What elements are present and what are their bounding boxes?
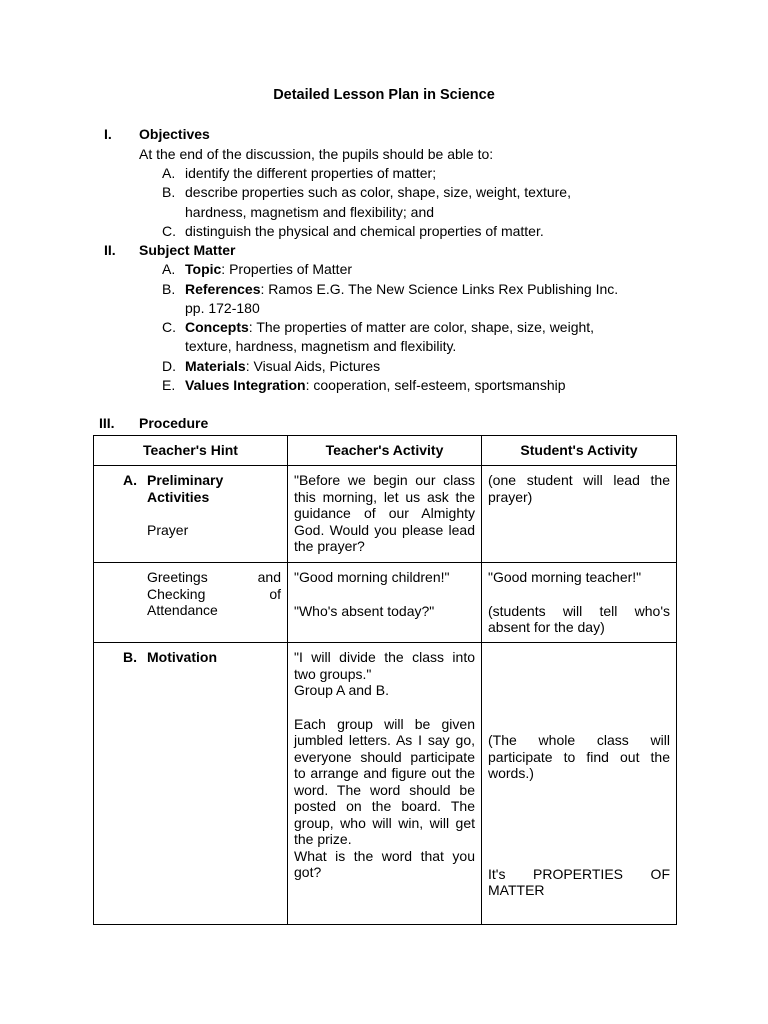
subject-item-concepts: C. Concepts: The properties of matter are color, shape, size, weight, <box>162 319 595 335</box>
teacher-activity-cell: "Good morning children!" "Who's absent today?" <box>288 563 482 643</box>
objectives-intro: At the end of the discussion, the pupils should be able to: <box>139 146 494 162</box>
objective-item-continued: hardness, magnetism and flexibility; and <box>185 204 435 220</box>
objective-item: B. describe properties such as color, shape, size, weight, texture, <box>162 184 571 200</box>
page-title: Detailed Lesson Plan in Science <box>273 87 495 103</box>
table-row <box>94 466 677 563</box>
section-title: Subject Matter <box>139 242 236 258</box>
teacher-activity-cell: "Before we begin our class this morning, let us ask the guidance of our Almighty God. Would you please lead the prayer? <box>288 466 482 563</box>
hint-cell: Greetings and Checking of Attendance <box>94 563 288 643</box>
table-row <box>94 643 677 925</box>
column-header: Teacher's Activity <box>288 436 482 466</box>
objective-item: A. identify the different properties of matter; <box>162 165 437 181</box>
teacher-activity-cell: "I will divide the class into two groups." Group A and B. Each group will be given jumbled letters. As I say go, everyone should participate to arrange and figure out the word. The word should be posted on the board. The group, who will win, will get the prize. What is the word that you got? <box>288 643 482 925</box>
subject-item-topic: A. Topic: Properties of Matter <box>162 261 353 277</box>
section-number: I. <box>104 126 112 142</box>
subject-item-continued: texture, hardness, magnetism and flexibility. <box>185 338 457 354</box>
section-number: II. <box>104 242 116 258</box>
subject-item-values: E. Values Integration: cooperation, self-esteem, sportsmanship <box>162 377 566 393</box>
section-title: Procedure <box>139 415 209 431</box>
section-number: III. <box>99 415 115 431</box>
subject-item-continued: pp. 172-180 <box>185 300 260 316</box>
subject-item-references: B. References: Ramos E.G. The New Science Links Rex Publishing Inc. <box>162 281 619 297</box>
procedure-heading <box>99 415 208 431</box>
student-activity-cell: (one student will lead the prayer) <box>482 466 677 563</box>
objective-item: C. distinguish the physical and chemical properties of matter. <box>162 223 544 239</box>
hint-cell: A. Preliminary Activities Prayer <box>94 466 288 563</box>
section-title: Objectives <box>139 126 210 142</box>
procedure-table <box>93 435 677 925</box>
column-header: Teacher's Hint <box>94 436 288 466</box>
student-activity-cell: "Good morning teacher!" (students will tell who's absent for the day) <box>482 563 677 643</box>
table-header-row <box>94 436 677 466</box>
subject-item-materials: D. Materials: Visual Aids, Pictures <box>162 358 381 374</box>
column-header: Student's Activity <box>482 436 677 466</box>
student-activity-cell: (The whole class will participate to find out the words.) It's PROPERTIES OF MATTER <box>482 643 677 925</box>
subject-matter-heading <box>104 242 235 258</box>
objectives-heading <box>104 126 210 142</box>
hint-cell: B. Motivation <box>94 643 288 925</box>
table-row <box>94 563 677 643</box>
